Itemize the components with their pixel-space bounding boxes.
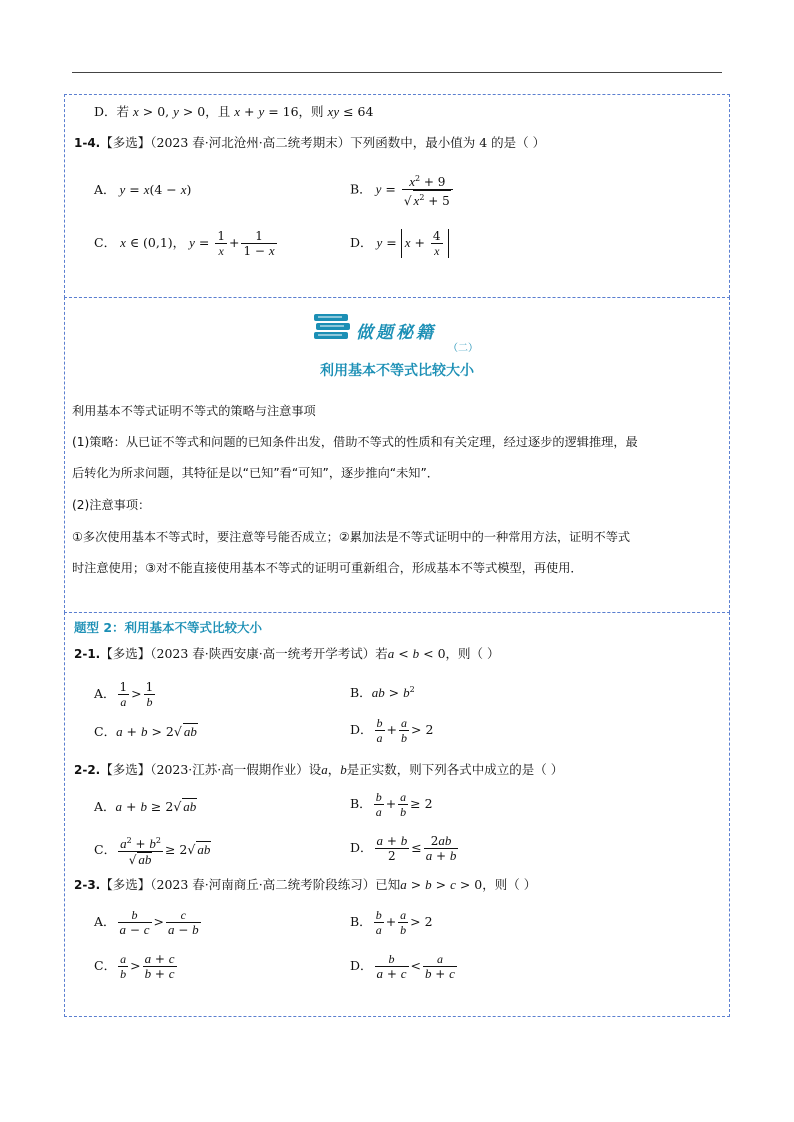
q1-3-option-d: D．若 x > 0, y > 0，且 x + y = 16，则 xy ≤ 64: [94, 104, 374, 119]
tips-badge-sub: （二）: [448, 343, 478, 354]
books-icon: [312, 312, 352, 344]
q2-2-option-b: B． $\frac{b}{a}$ + $\frac{a}{b}$ ≥ 2: [350, 790, 433, 819]
strategy-line-1: (1)策略：从已证不等式和问题的已知条件出发，借助不等式的性质和有关定理，经过逐步的逻辑推理，最: [72, 435, 638, 449]
q2-3-option-b: B． $\frac{b}{a}$ + $\frac{a}{b}$ > 2: [350, 908, 433, 937]
q1-4-option-c: C． x ∈ (0,1)， y = $\frac{1}{x}$ + $\frac{1}{1 - x}$: [94, 229, 275, 258]
q2-1-option-a: A． $\frac{1}{a}$ > $\frac{1}{b}$: [94, 680, 154, 709]
q2-3-option-d: D． $\frac{b}{a + c}$ < $\frac{a}{b + c}$: [350, 952, 455, 981]
q2-2-option-a: A．a + b ≥ 2√ ab: [94, 799, 197, 814]
q2-1-option-c: C．a + b > 2√ ab: [94, 724, 197, 739]
q2-1-option-d: D． $\frac{b}{a}$ + $\frac{a}{b}$ > 2: [350, 716, 434, 745]
section-intro: 利用基本不等式证明不等式的策略与注意事项: [72, 404, 316, 418]
q2-3-option-c: C． $\frac{a}{b}$ > $\frac{a + c}{b + c}$: [94, 951, 175, 981]
q2-2-stem: 2-2.【多选】（2023·江苏·高一假期作业）设a，b是正实数，则下列各式中成立的是（ ）: [74, 762, 564, 777]
notes-line-2: 时注意使用；③对不能直接使用基本不等式的证明可重新组合，形成基本不等式模型，再使用．: [72, 561, 583, 575]
q1-4-option-d: D． y = x + $\frac{4}{x}$: [350, 229, 449, 258]
q1-4-option-a: A． y = x(4 − x): [94, 182, 192, 197]
q1-4-option-b: B． y = $\frac{x^2 + 9}{√ x^2 + 5}$: [350, 172, 455, 208]
section-title: 利用基本不等式比较大小: [320, 363, 474, 379]
header-rule: [72, 72, 722, 73]
q2-3-option-a: A． $\frac{b}{a - c}$ > $\frac{c}{a - b}$: [94, 908, 199, 937]
strategy-line-2: 后转化为所求问题，其特征是以“已知”看“可知”，逐步推向“未知”．: [72, 466, 439, 480]
type2-heading: 题型 2：利用基本不等式比较大小: [74, 620, 263, 635]
q2-2-option-d: D． $\frac{a + b}{2}$ ≤ $\frac{2ab}{a + b}$: [350, 833, 457, 863]
q1-4-stem: [74, 135, 545, 151]
notes-line-1: ①多次使用基本不等式时，要注意等号能否成立；②累加法是不等式证明中的一种常用方法，证明不等式: [72, 530, 631, 544]
q1-4-text: 【多选】（2023 春·河北沧州·高二统考期末）下列函数中，最小值为 4 的是（ ）: [100, 135, 546, 150]
q2-3-stem: 2-3.【多选】（2023 春·河南商丘·高二统考阶段练习）已知a > b > c > 0，则（ ）: [74, 877, 537, 892]
q2-1-stem: 2-1.【多选】（2023 春·陕西安康·高一统考开学考试）若a < b < 0，则（ ）: [74, 646, 500, 661]
tips-badge-text: 做题秘籍: [356, 323, 436, 343]
notes-heading: (2)注意事项：: [72, 498, 151, 512]
q2-1-option-b: B．ab > $b^2$: [350, 685, 415, 701]
q1-4-number: 1-4.: [74, 136, 101, 150]
q2-2-option-c: C． $\frac{a^2 + b^2}{√ ab}$ ≥ 2√ ab: [94, 836, 211, 867]
